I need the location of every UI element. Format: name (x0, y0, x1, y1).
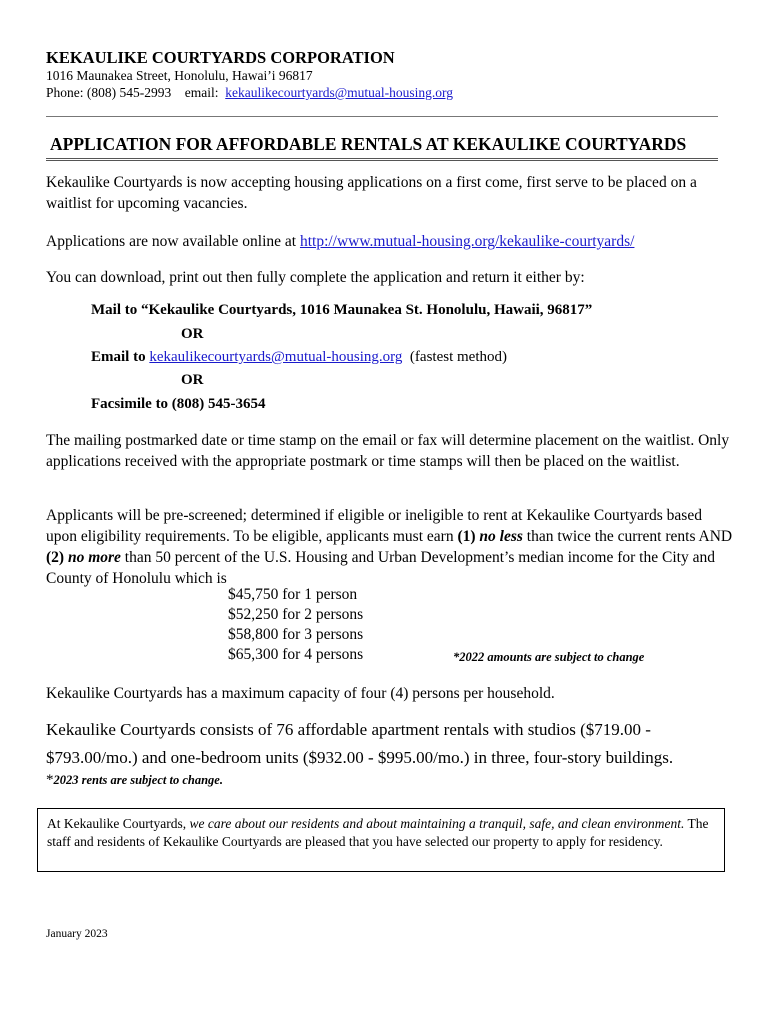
title-divider (46, 158, 718, 162)
income-note: *2022 amounts are subject to change (453, 650, 645, 664)
rents-note (46, 772, 223, 789)
phone-text: Phone: (808) 545-2993 email: (46, 85, 226, 100)
online-link[interactable]: http://www.mutual-housing.org/kekaulike-courtyards/ (299, 233, 635, 250)
email-suffix: (fastest method) (402, 349, 507, 365)
units-paragraph: Kekaulike Courtyards consists of 76 affordable apartment rentals with studios ($719.00 - $793.00/mo.) and one-bedroom units ($932.00 - $995.00/mo.) in three, four-story buildings. (46, 720, 674, 767)
capacity-paragraph: Kekaulike Courtyards has a maximum capacity of four (4) persons per household. (46, 685, 555, 702)
box-c: The staff and residents of Kekaulike Courtyards are pleased that you have selected our property to apply for residency. (47, 816, 709, 849)
postmark-paragraph: The mailing postmarked date or time stamp on the email or fax will determine placement on the waitlist. Only applications received with the appropriate postmark or time stamps will then be placed on the waitlist. (46, 432, 730, 470)
rents-note-star: * (46, 772, 54, 788)
income-1: $45,750 for 1 person (228, 586, 358, 603)
elig-3: than 50 percent of the U.S. Housing and Urban Development’s median income for the City and County of Honolulu which is (46, 549, 715, 587)
box-b: we care about our residents and about maintaining a tranquil, safe, and clean environment. (189, 816, 685, 831)
header-email-link[interactable]: kekaulikecourtyards@mutual-housing.org (225, 85, 453, 100)
fax-method: Facsimile to (808) 545-3654 (91, 396, 266, 412)
online-text: Applications are now available online at (46, 233, 300, 250)
income-3: $58,800 for 3 persons (228, 626, 364, 643)
elig-one: (1) (457, 528, 480, 545)
elig-2: than twice the current rents AND (522, 528, 733, 545)
eligibility-paragraph (46, 505, 736, 589)
or-1: OR (181, 326, 204, 342)
org-name: KEKAULIKE COURTYARDS CORPORATION (46, 48, 395, 67)
box-a: At Kekaulike Courtyards, (47, 816, 190, 831)
email-method (91, 349, 507, 366)
elig-1: Applicants will be pre-screened; determined if eligible or ineligible to rent at Kekaulike Courtyards based upon eligibility requirements. To be eligible, applicants must earn (46, 507, 702, 545)
page-title: APPLICATION FOR AFFORDABLE RENTALS AT KEKAULIKE COURTYARDS (50, 134, 687, 154)
rents-note-text: 2023 rents are subject to change. (53, 773, 223, 787)
org-contact (46, 85, 453, 101)
footer-date: January 2023 (46, 928, 108, 940)
email-prefix: Email to (91, 349, 150, 365)
download-paragraph: You can download, print out then fully complete the application and return it either by: (46, 269, 585, 286)
welcome-box (37, 808, 725, 872)
income-2: $52,250 for 2 persons (228, 606, 364, 623)
elig-two: (2) (46, 549, 68, 566)
header-divider (46, 116, 718, 117)
mail-method: Mail to “Kekaulike Courtyards, 1016 Maunakea St. Honolulu, Hawaii, 96817” (91, 302, 593, 318)
elig-no-less: no less (479, 528, 523, 545)
org-address: 1016 Maunakea Street, Honolulu, Hawai’i 96817 (46, 68, 313, 83)
or-2: OR (181, 372, 204, 388)
intro-paragraph: Kekaulike Courtyards is now accepting housing applications on a first come, first serve to be placed on a waitlist for upcoming vacancies. (46, 174, 697, 212)
email-method-link[interactable]: kekaulikecourtyards@mutual-housing.org (149, 349, 403, 365)
online-paragraph (46, 231, 736, 252)
elig-no-more: no more (67, 549, 121, 566)
income-4: $65,300 for 4 persons (228, 646, 364, 663)
